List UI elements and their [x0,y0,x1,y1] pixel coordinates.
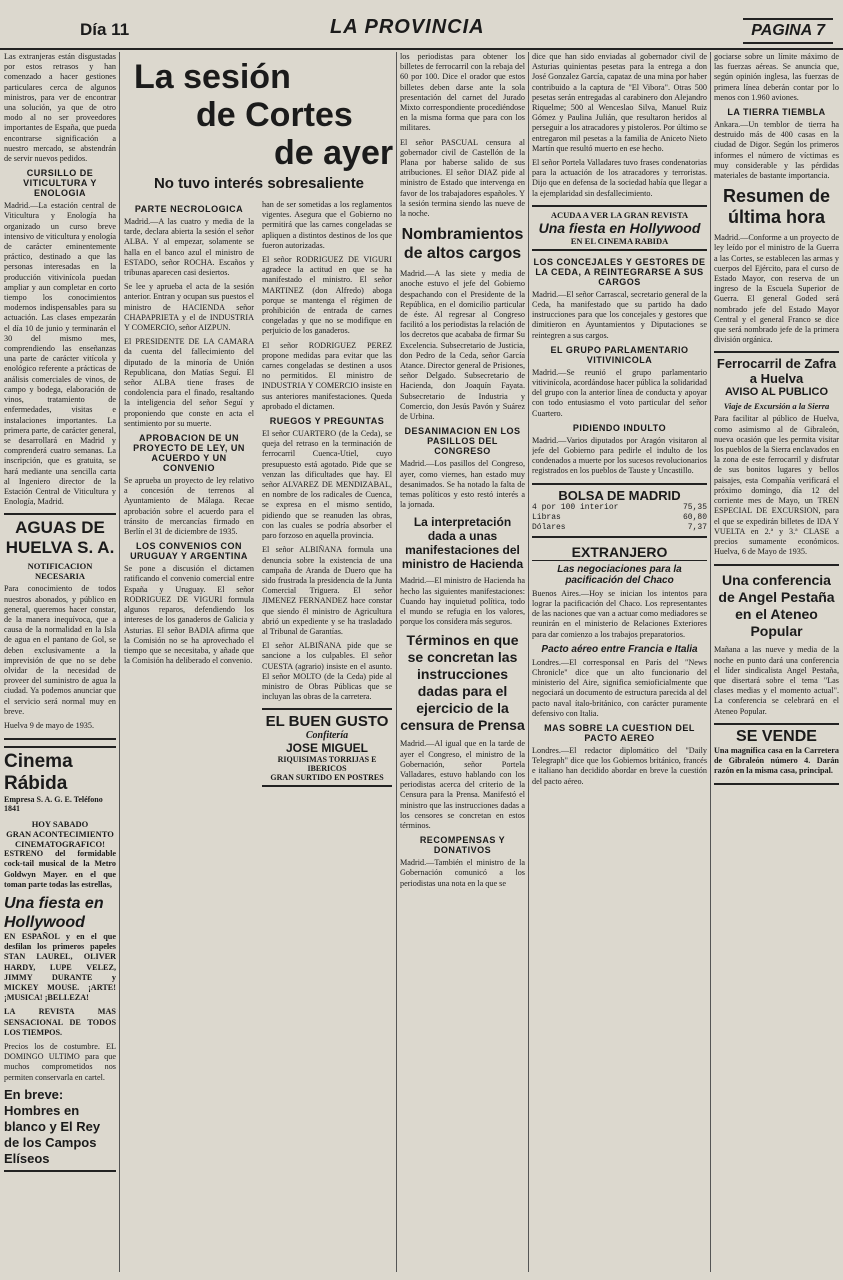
ad-text: Una magnífica casa en la Carretera de Gibraleón número 4. Darán razón en la misma casa, principal. [714,745,839,776]
article-paragraph: Madrid.—El señor Carrascal, secretario general de la Ceda, ha manifestado que su partido ha dado instrucciones para que los concejales y gestores que dimitieron en Ayuntamientos y Diputaciones se reintegren a sus cargos. [532,289,707,340]
revista-ad [532,205,707,251]
section-heading: PIDIENDO INDULTO [572,422,667,433]
article-paragraph: El señor RODRIGUEZ PEREZ propone medidas para evitar que las carnes congeladas se destinen a usos no permitidos. El ministro de INDUSTRIA Y COMERCIO insiste en sus anteriores manifestaciones. Queda aprobado el dictamen. [262,340,392,411]
cinema-event: GRAN ACONTECIMIENTO CINEMATOGRAFICO! [6,829,114,850]
article-paragraph: El señor ALBIÑANA pide que se sancione a los culpables. El señor CUESTA (agrario) insiste en el asunto. El señor MOLTO (de la Ceda) pide al ministro de Obras Públicas que se incluyan las obras de la carretera. [262,641,392,702]
buen-gusto-ad [262,708,392,787]
section-heading: RUEGOS Y PREGUNTAS [269,416,385,427]
bolsa-value: 75,35 [682,502,707,512]
cinema-cast: EN ESPAÑOL y en el que desfilan los primeros papeles STAN LAUREL, OLIVER HARDY, LUPE VELEZ, JIMMY DURANTE y MICKEY MOUSE. ¡ARTE! ¡MUSICA! ¡BELLEZA! [4,931,116,1003]
section-heading: DESANIMACION EN LOS PASILLOS DEL CONGRESO [404,426,521,457]
headline: Una conferencia de Angel Pestaña en el Ateneo Popular [718,572,835,640]
cortes-title-line: de ayer [274,134,394,172]
ad-line: RIQUISIMAS TORRIJAS E IBERICOS [277,755,377,774]
extranjero-title: EXTRANJERO [532,544,707,561]
column-rule [710,52,711,1272]
bolsa-title: BOLSA DE MADRID [558,487,681,503]
ferrocarril-ad [714,351,839,566]
bolsa-row [532,503,707,513]
article-paragraph: El PRESIDENTE DE LA CAMARA da cuenta del fallecimiento del diputado de la minoría de Unión Republicana, don Matías Seguí. El señor ALBA tiene frases de condolencia para el finado, resaltando la inteligencia del señor Seguí y proponiendo que conste en acta el sentimiento por su muerte. [124,337,254,428]
cinema-title: Cinema Rábida [4,751,73,795]
column-rule [396,52,397,1272]
article-paragraph: El señor ALBIÑANA formula una denuncia sobre la existencia de una campaña de Aranda de Duero que ha sido frustrada la presidencia de la Junta Comercial Triguera. El señor JIMENEZ FERNANDEZ hace constar que siendo él ministro de Agricultura abrió un expediente y se ha trasladado al Tribunal de Garantías. [262,545,392,636]
cinema-ad [4,746,116,1172]
section-heading: EL GRUPO PARLAMENTARIO VITIVINICOLA [550,344,689,365]
masthead [0,0,843,50]
article-paragraph: Londres.—El corresponsal en París del "News Chronicle" dice que un alto funcionario del ministerio del Aire, significa semioficialmente que negociará un documento de estructura parecida al del pacto naval ítalo-británico, con carácter puramente defensivo con Italia. [532,657,707,718]
aguas-notice: Para conocimiento de todos nuestros abonados, y público en general, queremos hacer constar, de la manera inequívoca, que a causa de la normalidad en la Isla de agua en el pantano de Gol, se deben exclusivamente a la imprevisión de que no se debe olvidar de la necesidad de proveer del suministro de agua la ciudad. Ya podemos anunciar que el servicio será normal muy en breve. [4,584,116,716]
cinema-sunday: Precios los de costumbre. EL DOMINGO ULTIMO para que muchos comprometidos nos permiten conservarla en cartel. [4,1042,116,1082]
cortes-title-line: La sesión [134,58,291,96]
article-paragraph: Buenos Aires.—Hoy se inician los intentos para lograr la pacificación del Chaco. Los representantes de las naciones que van a actuar como mediadores se reunirán en el ministerio de Relaciones Exteriores para dar comienzo a los trabajos preparatorios. [532,588,707,639]
article-paragraph: han de ser sometidas a los reglamentos vigentes. Asegura que el Gobierno no permitirá que las carnes congeladas se apliquen a distintos destinos de los que fueron autorizadas. [262,200,392,250]
ad-head: ACUDA A VER LA GRAN REVISTA [550,209,689,220]
article-paragraph: Madrid.—La estación central de Viticultura y Enología ha organizado un curso breve intensivo de viticultura y enología de carácter eminentemente práctico, destinado a que las personas interesadas en la producción vitivinícola puedan ampliar y aun completar en corto tiempo los conocimientos modernos indispensables para su actuación. Las clases empezarán el día 10 de junio y terminarán el 30 del mismo mes, comprendiendo las enseñanzas una parte de carácter vitícola y enológico referente a prácticas de análisis comerciales de vinos, de campo y bodega, elaboración de vinos, tratamiento de enfermedades, visitas e instalaciones importantes. La primera parte, de carácter general, se desarrollará en Madrid y comprenderá cuatro semanas. La inscripción, que es gratuita, se hará mediante una sencilla carta al Ingeniero director de la Estación Central de Viticultura y Enología, Madrid. [4,201,116,507]
section-heading: CURSILLO DE VITICULTURA Y ENOLOGIA [23,168,97,199]
article-paragraph: El señor PASCUAL censura al gobernador civil de Castellón de la Plana por haberse salido de sus atribuciones. El señor DIAZ pide al ministro de Estado que intervenga en favor de los trabajadores españoles. Y la sesión termina siendo las nueve de la noche. [400,137,525,219]
section-heading: LOS CONVENIOS CON URUGUAY Y ARGENTINA [130,541,248,562]
headline: Las negociaciones para la pacificación del Chaco [557,563,682,586]
bolsa-label: 4 por 100 interior [532,502,619,512]
headline: Pacto aéreo entre Francia e Italia [541,643,698,655]
article-paragraph: El señor CUARTERO (de la Ceda), se queja del retraso en la terminación de ferrocarril Cuenca-Utiel, cuyo presupuesto está agotado. Pide que se venzan las dificultades que hay. El señor ALVAREZ DE MENDIZABAL, en nombre de los radicales de Cuenca, se expresa en el mismo sentido, pidiendo que se reanuden las obras, con las cuales se podría absorber el paro forzoso en aquella provincia. [262,429,392,541]
aguas-title: AGUAS DE HUELVA S. A. [5,518,115,558]
article-paragraph: Se lee y aprueba el acta de la sesión anterior. Entran y ocupan sus puestos el ministro de HACIENDA señor CHAPAPRIETA y el de INDUSTRIA Y COMERCIO, señor AIZPUN. [124,282,254,333]
article-paragraph: gociarse sobre un límite máximo de las fuerzas aéreas. Se anuncia que, según opinión inglesa, las fuerzas de primera línea deberán contar por lo menos con 1.960 aviones. [714,52,839,102]
section-heading: APROBACION DE UN PROYECTO DE LEY, UN ACUERDO Y UN CONVENIO [133,433,245,474]
ad-line: GRAN SURTIDO EN POSTRES [270,773,384,783]
column-rule [528,52,529,1272]
headline: Nombramientos de altos cargos [401,226,524,263]
article-paragraph: Madrid.—A las cuatro y media de la tarde, declara abierta la sesión el señor ALBA. Y al empezar, solamente se halla en el banco azul el ministro de ESTADO, señor ROCHA. Escaños y tribunas aparecen casi desiertos. [124,217,254,278]
section-heading: PARTE NECROLOGICA [134,204,244,214]
aguas-ad [4,513,116,740]
bolsa-label: Libras [532,512,561,522]
article-paragraph: Madrid.—Se reunió el grupo parlamentario vitivinícola, acordándose hacer pública la solidaridad del grupo con la anterior línea de conducta y apoyar con todo entusiasmo el voto particular del señor Cuartero. [532,367,707,418]
ad-name: JOSE MIGUEL [285,741,368,756]
cortes-title [124,58,394,172]
section-heading: LA TIERRA TIEMBLA [727,107,826,118]
article-paragraph: El señor RODRIGUEZ DE VIGURI agradece la actitud en que se ha manifestado el ministro. El señor MARTINEZ (don Alfredo) aboga porque se mantenga el régimen de prohibición de entrada de carnes congeladas y que no se modifique en perjuicio de los ganaderos. [262,255,392,336]
aguas-signature: Huelva 9 de mayo de 1935. [4,720,95,730]
column-rule [119,52,120,1272]
ad-subtitle: AVISO AL PUBLICO [724,386,829,399]
page-number: PAGINA 7 [743,18,833,44]
cortes-title-line: de Cortes [196,96,353,134]
column-6 [714,52,839,1272]
cortes-headline: No tuvo interés sobresaliente [153,175,365,192]
article-paragraph: Se aprueba un proyecto de ley relativo a concesión de terrenos al Ayuntamiento de Málaga. Recae aprobación sobre el acuerdo para el tránsito de mercancías firmado en Berlín el 31 de diciembre de 1935. [124,476,254,537]
article-paragraph: Madrid.—Los pasillos del Congreso, ayer, como viernes, han estado muy desanimados. Se ha notado la falta de temas políticos y esto restó interés a la jornada. [400,459,525,510]
ad-foot: EN EL CINEMA RABIDA [570,235,669,246]
se-vende-ad [714,723,839,786]
bolsa-value: 7,37 [687,522,707,532]
ad-title: Una fiesta en Hollywood [538,219,701,236]
article-paragraph: Madrid.—También el ministro de la Gobernación comunicó a los periodistas una nota en la que se [400,858,525,888]
article-paragraph: Londres.—El redactor diplomático del "Daily Telegraph" dice que los Gobiernos británico, francés e italiano han decidido abordar en breve la cuestión del pacto aéreo. [532,745,707,786]
cinema-film: Una fiesta en Hollywood [4,894,104,931]
article-paragraph: Madrid.—Al igual que en la tarde de ayer el Congreso, el ministro de la Gobernación, señor Portela Valladares, estuvo hablando con los periodistas acerca del criterio de la Censura para la Prensa. Manifestó el ministro que las instrucciones dadas a los censores se concretan en estos términos. [400,739,525,830]
headline: Términos en que se concretan las instrucciones dadas para el ejercicio de la censura de Prensa [400,632,525,734]
ad-text: Para facilitar al público de Huelva, como asimismo al de Gibraleón, nueva ocasión que les permita visitar los pueblos de la Sierra enclavados en la zona de este ferrocarril y disfrutar de sus bonitos lugares y bellos paisajes, esta Compañía verificará el próximo domingo, día 12 del corriente mes de Mayo, un TREN ESPECIAL DE EXCURSION, para el que se expedirán billetes de IDA Y VUELTA en 2.ª y 3.ª CLASE a precios sumamente económicos. Huelva, 6 de Mayo de 1935. [714,414,839,557]
article-paragraph: Mañana a las nueve y media de la noche en punto dará una conferencia el líder sindicalista Angel Pestaña, que disertará sobre el tema "Las clases medias y el momento actual". La conferencia se celebrará en el Ateneo Popular. [714,645,839,716]
cinema-review: LA REVISTA MAS SENSACIONAL DE TODOS LOS TIEMPOS. [4,1007,116,1037]
bolsa-row [532,523,707,533]
article-paragraph: Madrid.—A las siete y media de anoche estuvo el jefe del Gobierno despachando con el Presidente de la República, en el domicilio particular de éste. Al regresar al Congreso facilitó a los periodistas la relación de los decretos que acababa de firmar Su Excelencia. Subsecretario de Justicia, don Pedro de la Ceda, señor García Atance. Director general de Prisiones, señor Delgado. Subsecretario de Hacienda, don Joaquín Fayata. Subsecretario de Industria y Comercio, don Jesús Pavón y Suárez de Urbina. [400,269,525,422]
column-1 [4,52,116,1272]
article-paragraph: Madrid.—Conforme a un proyecto de ley leído por el ministro de la Guerra a las Cortes, se establecen las armas y cuerpos del Ejército, para el curso de Estado Mayor, con reserva de un ingreso de la Escuela Superior de Guerra. El general Goded será nombrado jefe del Estado Mayor Central y el general Franco se dice que será nombrado jefe de la primera división orgánica. [714,233,839,345]
paper-title: LA PROVINCIA [330,16,485,38]
aguas-notice-title: NOTIFICACION NECESARIA [27,561,93,582]
bolsa-label: Dólares [532,522,566,532]
cinema-today: HOY SABADO [31,819,89,830]
article-paragraph: los periodistas para obtener los billetes de ferrocarril con la rebaja del 60 por 100. Dice el orador que estos billetes deben darse ante la sola presentación del carnet del Jurado Mixto correspondiente procediéndose en la misma forma que para con los militares. [400,52,525,133]
bolsa-box [532,483,707,538]
article-paragraph: Madrid.—Varios diputados por Aragón visitaron al jefe del Gobierno para pedirle el indulto de los condenados a muerte por los sucesos revolucionarios registrados en los pueblos de Tauste y Uncastillo. [532,435,707,476]
article-paragraph: Madrid.—El ministro de Hacienda ha hecho las siguientes manifestaciones: Cuando hay inquietud política, todo el mundo se refugia en los valores, porque los considera más seguros. [400,576,525,627]
headline: La interpretación dada a unas manifestaciones del ministro de Hacienda [401,515,524,572]
headline: Resumen de última hora [722,186,831,228]
ad-title: Ferrocarril de Zafra a Huelva [716,356,837,387]
column-5 [532,52,707,1272]
ad-title: SE VENDE [736,727,817,745]
column-4 [400,52,525,1272]
ad-head: Viaje de Excursión a la Sierra [723,401,830,412]
column-3 [262,200,392,1272]
article-paragraph: Ankara.—Un temblor de tierra ha destruido más de 400 casas en la ciudad de Digor. Según los primeros informes el número de víctimas es muy considerable y las pérdidas materiales de bastante importancia. [714,120,839,181]
bolsa-row [532,513,707,523]
article-paragraph: dice que han sido enviadas al gobernador civil de Asturias quinientas pesetas para la entrega a don José Gonzalez García, capataz de una mina por haber contribuido a la captura de "El Vibora". Otras 500 pesetas serán entregadas al carabinero don Alejandro Riquelme; 500 al Wenceslao Silva, Manuel Ruiz Gómez y Paulina Julián, que resultaron heridos al perseguir a los atracadores y pistoleros. Por último se entregaron mil pesetas a la familia de Aniceto Nieto Martín que resultó muerto en ese hecho. [532,52,707,153]
ad-subtitle: Confitería [305,730,349,742]
cinema-debut: ESTRENO del formidable cock-tail musical de la Metro Goldwyn Mayer. en el que toman parte todas las estrellas, [4,849,116,889]
article-paragraph: Se pone a discusión el dictamen ratificando el convenio comercial entre España y Uruguay. El señor RODRIGUEZ DE VIGURI formula algunos reparos, defendiendo los intereses de los ganaderos de Galicia y Asturias. El señor BADIA afirma que la Comisión no se ha aprovechado el tiempo que se necesitaba, y añade que la Comisión ha deliberado el convenio. [124,564,254,666]
section-heading: MAS SOBRE LA CUESTION DEL PACTO AEREO [544,722,695,743]
cinema-subtitle: Empresa S. A. G. E. Teléfono 1841 [4,795,103,814]
article-paragraph: El señor Portela Valladares tuvo frases condenatorias para la actuación de los atracadores y terroristas. Dijo que en defensa de la sociedad había que llegar a la ejemplaridad sin desfallecimiento. [532,158,707,198]
ad-title: EL BUEN GUSTO [265,713,389,731]
section-heading: RECOMPENSAS Y DONATIVOS [419,835,506,856]
section-heading: LOS CONCEJALES Y GESTORES DE LA CEDA, A REINTEGRARSE A SUS CARGOS [533,256,706,287]
column-2 [124,200,254,1272]
cinema-coming: En breve: Hombres en blanco y El Rey de los Campos Elíseos [4,1086,101,1166]
intro-paragraph: Las extranjeras están disgustadas por estos retrasos y han comenzado a hacer gestiones particulares cerca de algunos ministros, para ver de encontrar una solución, ya que de otro modo al no ser proveedores importantes de España, que pueda encontrarse significación a nuestro mercado, se abstendrán de servir nuevos pedidos. [4,52,116,164]
bolsa-value: 60,80 [682,512,707,522]
day-label: Día 11 [80,20,130,39]
